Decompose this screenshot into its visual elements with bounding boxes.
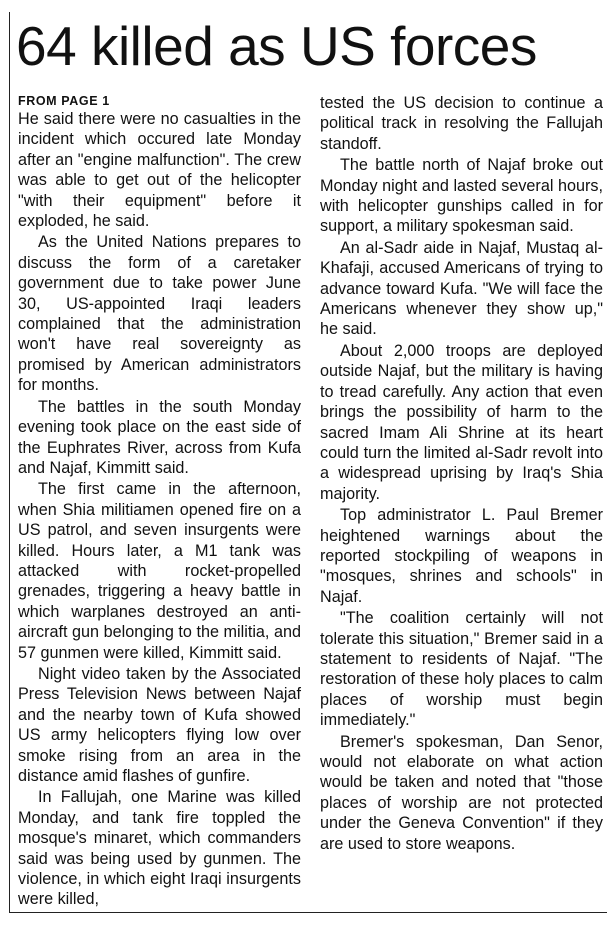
paragraph: As the United Nations prepares to discuss the form of a caretaker government due to take power June 30, US-appointed Iraqi leaders complained that the administration won't have real sovereignty as promised by American administrators for months. <box>18 233 301 395</box>
headline: 64 killed as US forces <box>16 15 537 77</box>
left-border-rule <box>9 12 10 913</box>
paragraph: In Fallujah, one Marine was killed Monday, and tank fire toppled the mosque's minaret, which commanders said was being used by gunmen. The violence, in which eight Iraqi insurgents were killed, <box>18 788 301 909</box>
paragraph: Bremer's spokesman, Dan Senor, would not elaborate on what action would be taken and noted that "those places of worship are not protected under the Geneva Convention" if they are used to store weapons. <box>320 732 603 853</box>
left-column <box>18 93 301 910</box>
paragraph: An al-Sadr aide in Najaf, Mustaq al-Khafaji, accused Americans of trying to advance toward Kufa. "We will face the Americans whenever they show up," he said. <box>320 238 603 339</box>
paragraph: The first came in the afternoon, when Shia militiamen opened fire on a US patrol, and seven insurgents were killed. Hours later, a M1 tank was attacked with rocket-propelled grenades, triggering a heavy battle in which warplanes destroyed an anti-aircraft gun belonging to the militia, and 57 gunmen were killed, Kimmitt said. <box>18 480 301 662</box>
paragraph: He said there were no casualties in the incident which occured late Monday after an "engine malfunction". The crew was able to get out of the helicopter "with their equipment" before it exploded, he said. <box>18 110 301 231</box>
bottom-border-rule <box>9 912 607 913</box>
paragraph: "The coalition certainly will not tolerate this situation," Bremer said in a statement to residents of Najaf. "The restoration of these holy places to calm places of worship must begin immediately." <box>320 609 603 730</box>
paragraph: The battles in the south Monday evening took place on the east side of the Euphrates River, across from Kufa and Najaf, Kimmitt said. <box>18 397 301 477</box>
paragraph: tested the US decision to continue a political track in resolving the Fallujah standoff. <box>320 94 603 153</box>
paragraph: Night video taken by the Associated Press Television News between Najaf and the nearby town of Kufa showed US army helicopters flying low over smoke rising from an area in the distance amid flashes of gunfire. <box>18 664 301 785</box>
paragraph: About 2,000 troops are deployed outside Najaf, but the military is having to tread carefully. Any action that even brings the possibility of harm to the sacred Imam Ali Shrine at its heart could turn the limited al-Sadr revolt into a widespread uprising by Iraq's Shia majority. <box>320 341 603 503</box>
kicker: FROM PAGE 1 <box>18 94 110 108</box>
right-column <box>320 93 603 854</box>
paragraph: Top administrator L. Paul Bremer heightened warnings about the reported stockpiling of weapons in "mosques, shrines and schools" in Najaf. <box>320 506 603 606</box>
paragraph: The battle north of Najaf broke out Monday night and lasted several hours, with helicopter gunships called in for support, a military spokesman said. <box>320 156 603 236</box>
